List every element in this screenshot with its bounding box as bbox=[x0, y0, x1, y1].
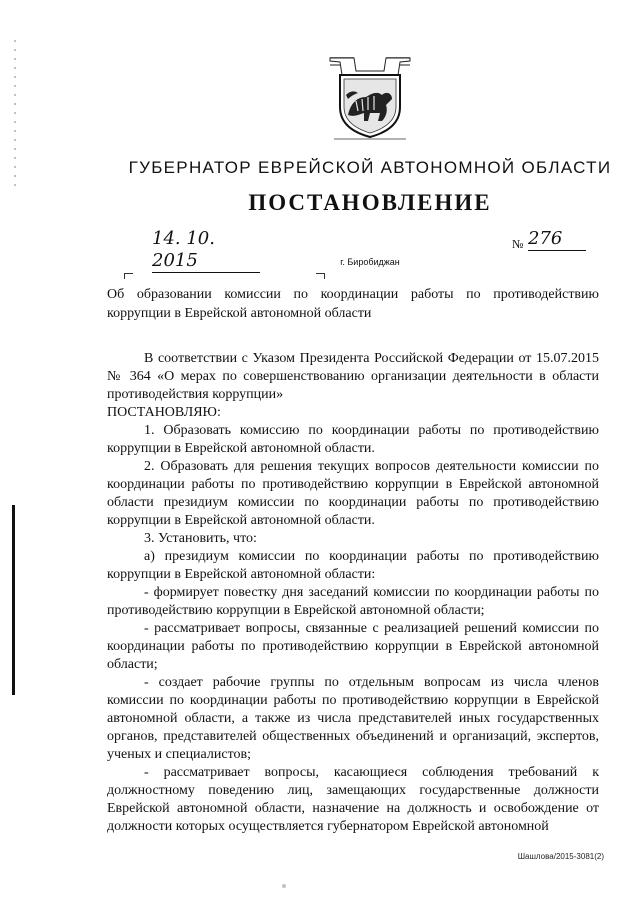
body-paragraph-3: 3. Установить, что: bbox=[144, 531, 257, 546]
body-bullet-1: - формирует повестку дня заседаний комиссии по координации работы по противодействию коррупции в Еврейской автономной области; bbox=[107, 585, 599, 618]
subject-bracket-left bbox=[124, 273, 133, 279]
decree-number: 276 bbox=[528, 228, 586, 251]
resolve-heading: ПОСТАНОВЛЯЮ: bbox=[107, 405, 221, 420]
scan-speck bbox=[282, 884, 286, 888]
body-paragraph-3a: а) президиум комиссии по координации работы по противодействию коррупции в Еврейской автономной области: bbox=[107, 549, 599, 582]
preamble-paragraph: В соответствии с Указом Президента Российской Федерации от 15.07.2015 № 364 «О мерах по совершенствованию организации деятельности в области противодействия коррупции» bbox=[107, 351, 599, 402]
scan-margin-bar bbox=[12, 505, 15, 695]
decree-body bbox=[107, 350, 599, 836]
decree-date: 14. 10. 2015 bbox=[152, 228, 260, 273]
body-bullet-4: - рассматривает вопросы, касающиеся соблюдения требований к должностному поведению лиц, замещающих государственные должности Еврейской автономной области, назначение на должность и освобождение от должности которых осуществляется губернатором Еврейской автономной bbox=[107, 765, 599, 834]
body-paragraph-1: 1. Образовать комиссию по координации работы по противодействию коррупции в Еврейской автономной области. bbox=[107, 423, 599, 456]
issue-city: г. Биробиджан bbox=[340, 257, 400, 267]
body-paragraph-2: 2. Образовать для решения текущих вопросов деятельности комиссии по координации работы по противодействию коррупции в Еврейской автономной области президиум комиссии по координации работы по противодействию коррупции в Еврейской автономной области. bbox=[107, 459, 599, 528]
document-type-heading: ПОСТАНОВЛЕНИЕ bbox=[248, 190, 492, 215]
coat-of-arms-emblem bbox=[326, 55, 414, 141]
body-bullet-2: - рассматривает вопросы, связанные с реализацией решений комиссии по координации работы по противодействию коррупции в Еврейской автономной области; bbox=[107, 621, 599, 672]
issuing-authority-title: ГУБЕРНАТОР ЕВРЕЙСКОЙ АВТОНОМНОЙ ОБЛАСТИ bbox=[128, 158, 612, 177]
subject-bracket-right bbox=[316, 273, 325, 279]
body-bullet-3: - создает рабочие группы по отдельным вопросам из числа членов комиссии по координации работы по противодействию коррупции в Еврейской автономной области, а также из числа представителей иных государственных органов, представителей общественных объединений и организаций, экспертов, ученых и специалистов; bbox=[107, 675, 599, 762]
document-registration-code: Шашлова/2015-3081(2) bbox=[517, 852, 604, 861]
decree-number-label: № bbox=[512, 237, 524, 251]
decree-subject: Об образовании комиссии по координации работы по противодействию коррупции в Еврейской автономной области bbox=[107, 287, 599, 321]
